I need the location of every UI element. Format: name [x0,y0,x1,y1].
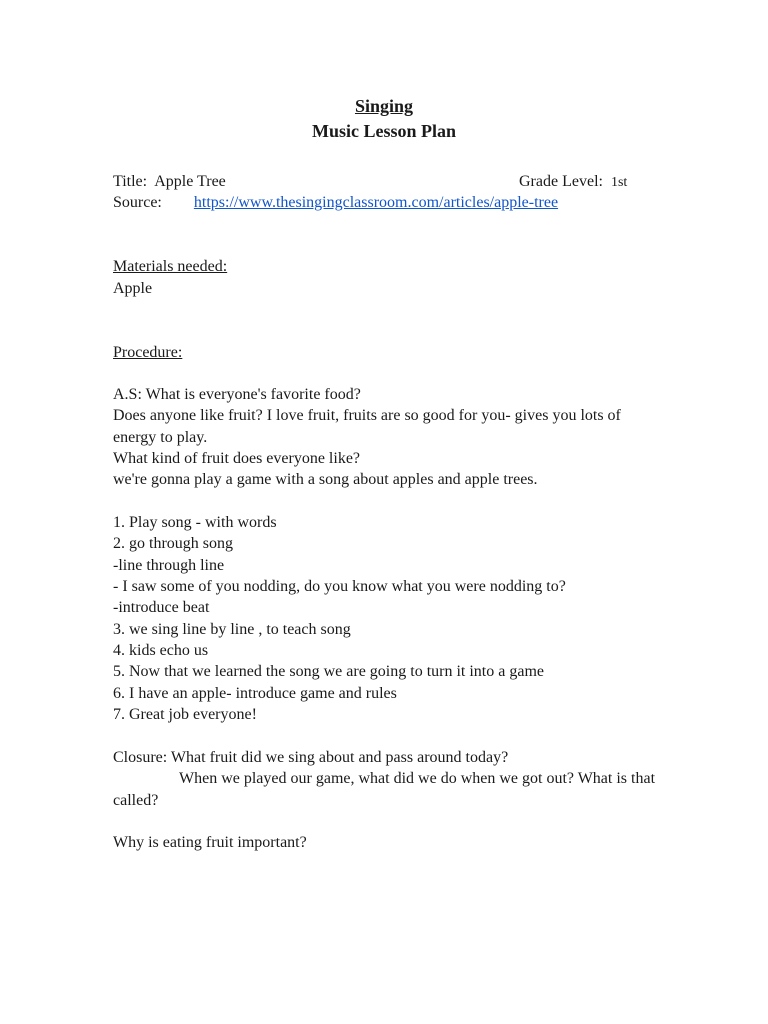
procedure-step: 1. Play song - with words [113,514,277,531]
grade-level-row [519,171,627,193]
intro-line: we're gonna play a game with a song about apples and apple trees. [113,471,538,488]
procedure-step: 2. go through song [113,535,233,552]
procedure-step: 4. kids echo us [113,642,209,659]
closure-question: Why is eating fruit important? [113,834,307,851]
subject-heading: Singing [354,96,414,116]
title-row [113,171,226,192]
intro-line: What kind of fruit does everyone like? [113,450,361,467]
procedure-step: 7. Great job everyone! [113,706,257,723]
procedure-step: 3. we sing line by line , to teach song [113,621,351,638]
procedure-step: - I saw some of you nodding, do you know what you were nodding to? [113,578,566,595]
document-title: Music Lesson Plan [311,121,457,141]
closure-line: Closure: What fruit did we sing about and pass around today? [113,749,509,766]
source-label: Source: [113,194,162,211]
grade-level-label: Grade Level: [519,173,603,190]
source-link[interactable]: https://www.thesingingclassroom.com/articles/apple-tree [193,194,559,211]
procedure-step: 5. Now that we learned the song we are going to turn it into a game [113,663,544,680]
procedure-step: -line through line [113,557,225,574]
intro-line: A.S: What is everyone's favorite food? [113,386,361,403]
procedure-step: 6. I have an apple- introduce game and rules [113,685,397,702]
procedure-step: -introduce beat [113,599,210,616]
materials-heading: Materials needed: [113,258,228,275]
source-row [113,192,558,213]
title-value: Apple Tree [154,173,226,190]
title-label: Title: [113,173,148,190]
intro-line: Does anyone like fruit? I love fruit, fruits are so good for you- gives you lots of energy to play. [113,407,621,446]
materials-item: Apple [113,280,153,297]
procedure-heading: Procedure: [113,344,183,361]
closure-followup: When we played our game, what did we do when we got out? What is that called? [113,770,656,809]
grade-level-value: 1st [610,175,628,190]
